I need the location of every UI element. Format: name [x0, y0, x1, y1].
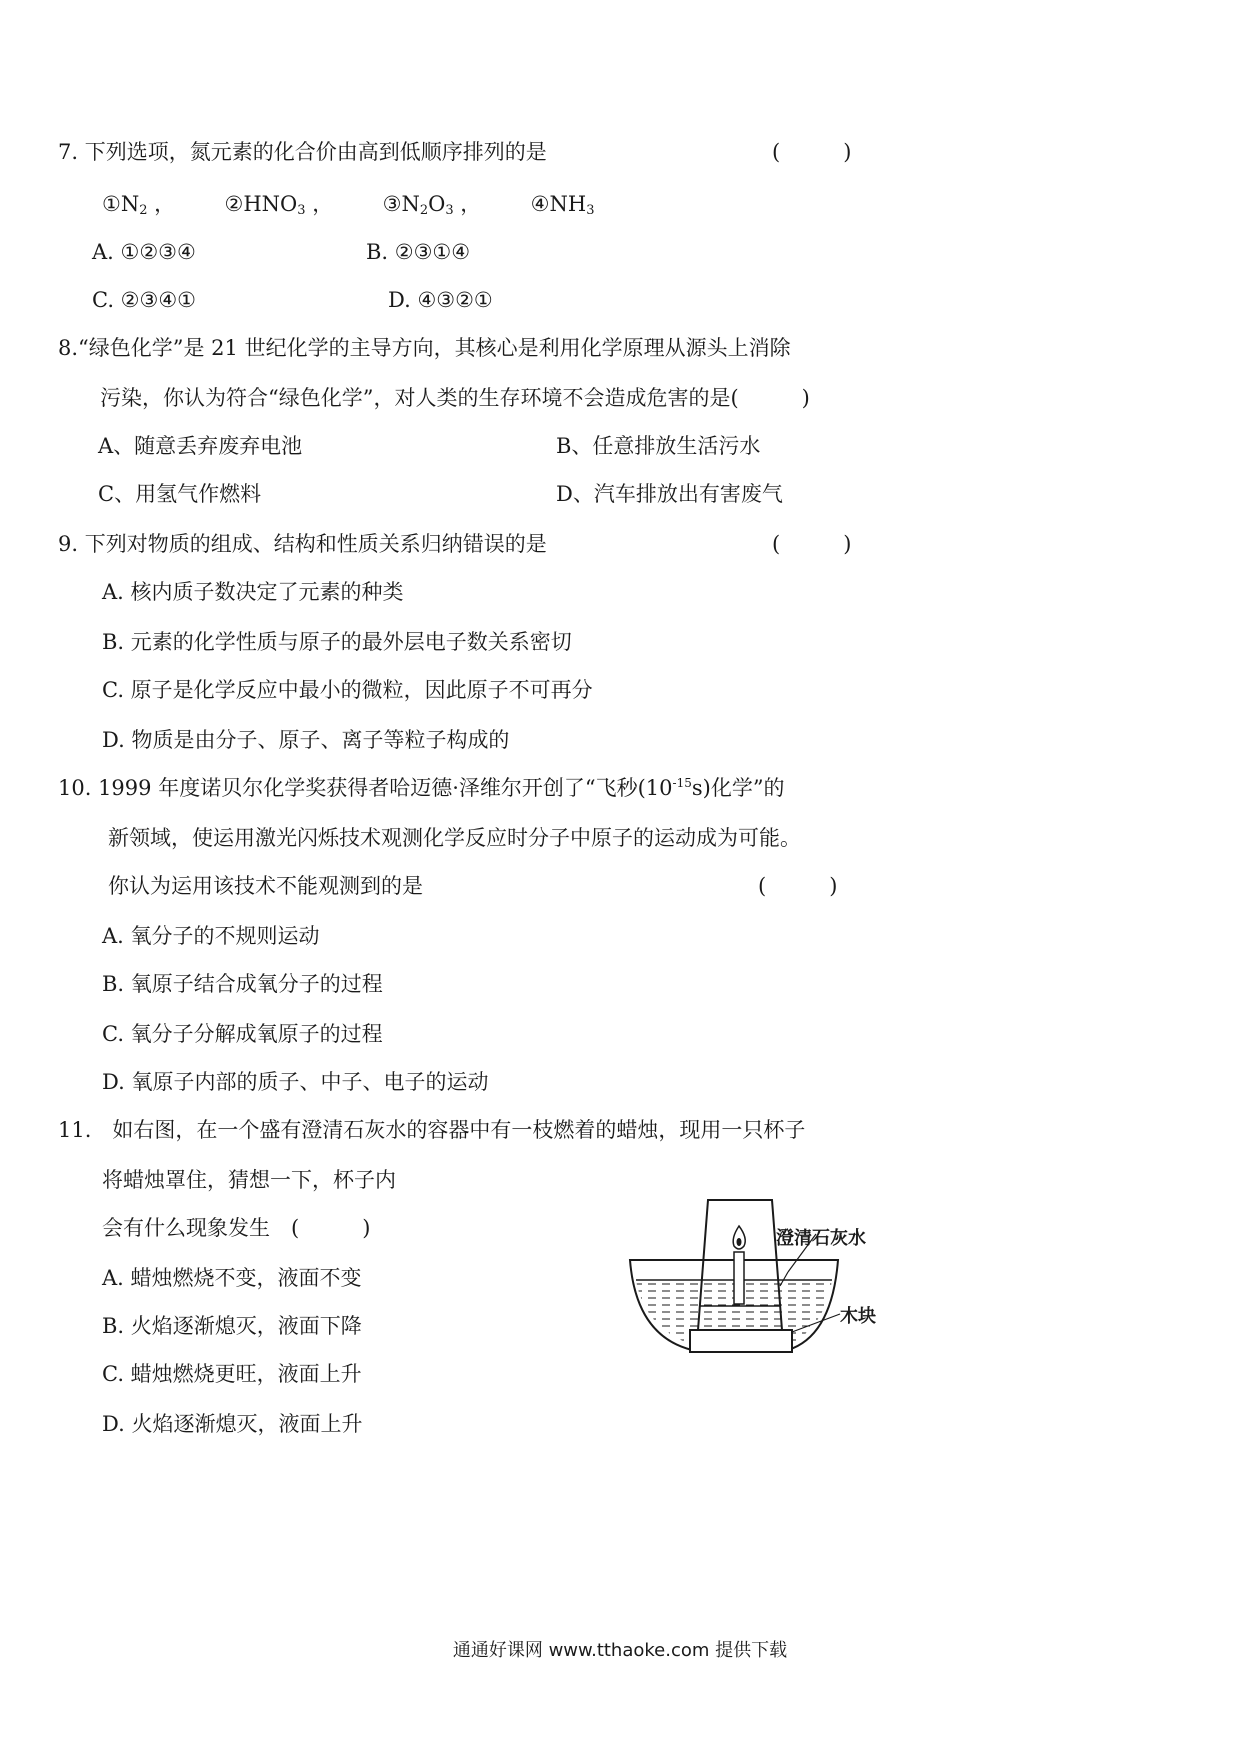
q8-option-d: D、汽车排放出有害废气	[556, 482, 783, 506]
q7-option-c: C. ②③④①	[92, 288, 196, 312]
q8-option-a: A、随意丢弃废弃电池	[98, 434, 303, 458]
q10-stem-line3: 你认为运用该技术不能观测到的是	[108, 874, 423, 898]
q8-stem-line1: 8.“绿色化学”是 21 世纪化学的主导方向，其核心是利用化学原理从源头上消除	[58, 336, 791, 360]
q11-figure-candle-experiment	[620, 1196, 900, 1376]
q9-stem: 9. 下列对物质的组成、结构和性质关系归纳错误的是	[58, 532, 547, 556]
q10-answer-paren: ( )	[758, 874, 838, 898]
q7-items	[102, 190, 594, 218]
q9-option-c: C. 原子是化学反应中最小的微粒，因此原子不可再分	[102, 678, 593, 702]
q9-answer-paren: ( )	[772, 532, 852, 556]
q7-item-2: $②HNO_3$ ，	[224, 192, 334, 218]
q8-option-b: B、任意排放生活污水	[556, 434, 761, 458]
label-wood-block: 木块	[840, 1306, 876, 1327]
q7-option-b: B. ②③①④	[366, 240, 471, 264]
q7-item-4: $④NH_3$	[530, 192, 595, 218]
q10-option-b: B. 氧原子结合成氧分子的过程	[102, 972, 383, 996]
q11-option-a: A. 蜡烛燃烧不变，液面不变	[102, 1266, 362, 1290]
q11-stem-line3: 会有什么现象发生 ( )	[102, 1216, 371, 1240]
q11-option-d: D. 火焰逐渐熄灭，液面上升	[102, 1412, 363, 1436]
candle	[734, 1252, 744, 1304]
q10-option-d: D. 氧原子内部的质子、中子、电子的运动	[102, 1070, 489, 1094]
wood-block	[690, 1330, 792, 1352]
q8-option-c: C、用氢气作燃料	[98, 482, 262, 506]
q11-stem-line2: 将蜡烛罩住，猜想一下，杯子内	[102, 1168, 396, 1192]
q7-item-1: $①N_2$ ，	[102, 192, 176, 218]
q11-option-b: B. 火焰逐渐熄灭，液面下降	[102, 1314, 362, 1338]
q7-option-a: A. ①②③④	[92, 240, 196, 264]
label-lime-water: 澄清石灰水	[776, 1228, 866, 1249]
q8-stem-line2: 污染，你认为符合“绿色化学”，对人类的生存环境不会造成危害的是( )	[100, 386, 810, 410]
q9-option-a: A. 核内质子数决定了元素的种类	[102, 580, 404, 604]
q11-option-c: C. 蜡烛燃烧更旺，液面上升	[102, 1362, 362, 1386]
q7-item-3: $③N_2O_3$ ，	[382, 192, 482, 218]
q9-option-d: D. 物质是由分子、原子、离子等粒子构成的	[102, 728, 510, 752]
q7-answer-paren: ( )	[772, 140, 852, 164]
page-footer: 通通好课网 www.tthaoke.com 提供下载	[452, 1640, 788, 1661]
q10-option-c: C. 氧分子分解成氧原子的过程	[102, 1022, 383, 1046]
q7-stem: 7. 下列选项，氮元素的化合价由高到低顺序排列的是	[58, 140, 547, 164]
q10-option-a: A. 氧分子的不规则运动	[102, 924, 320, 948]
q10-stem-line1: 10. 1999 年度诺贝尔化学奖获得者哈迈德·泽维尔开创了“飞秒$(10^{-15}s)$化学”的	[58, 776, 785, 800]
q9-option-b: B. 元素的化学性质与原子的最外层电子数关系密切	[102, 630, 572, 654]
q7-option-d: D. ④③②①	[388, 288, 493, 312]
q11-stem-line1: 11. 如右图，在一个盛有澄清石灰水的容器中有一枝燃着的蜡烛，现用一只杯子	[58, 1118, 806, 1142]
q10-stem-line2: 新领域，使运用激光闪烁技术观测化学反应时分子中原子的运动成为可能。	[108, 826, 801, 850]
